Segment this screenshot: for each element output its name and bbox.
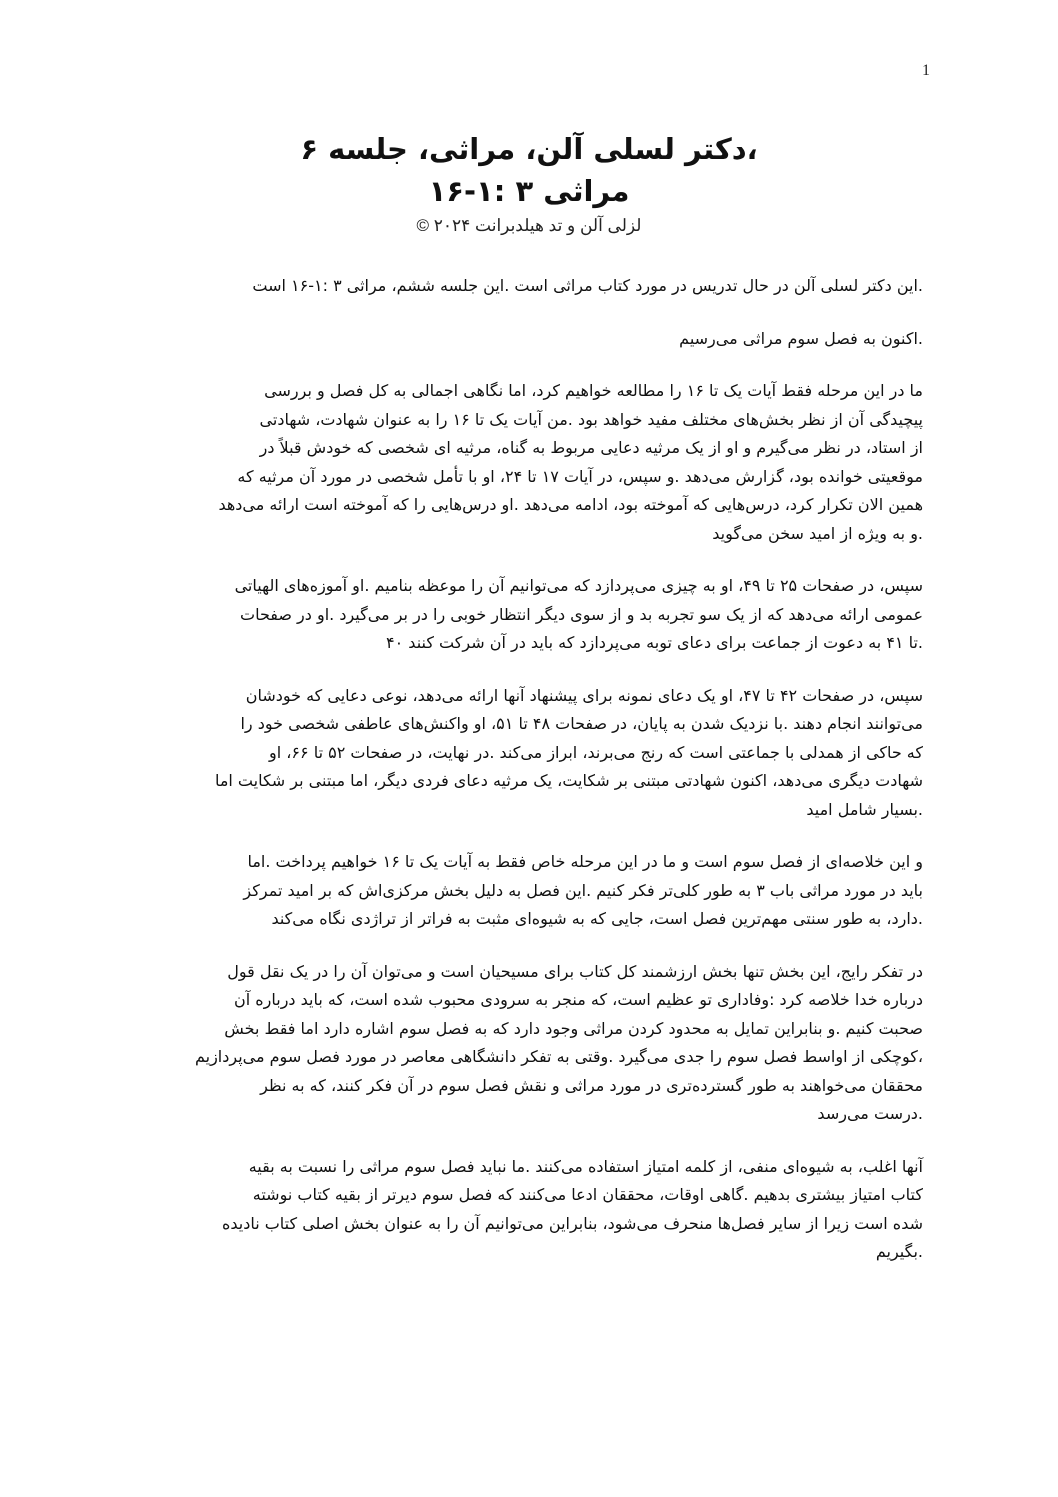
paragraph-line: ،کوچکی از اواسط فصل سوم را جدی می‌گیرد .وقتی به تفکر دانشگاهی معاصر در مورد فصل سوم می‌پردازیم [194, 1047, 923, 1066]
paragraph-line: صحبت کنیم .و بنابراین تمایل به محدود کردن مراثی وجود دارد که به فصل سوم اشاره دارد اما فقط بخش [224, 1018, 923, 1038]
paragraph-line: سپس، در صفحات ۴۲ تا ۴۷، او یک دعای نمونه برای پیشنهاد آنها ارائه می‌دهد، نوعی دعایی که خودشان [245, 685, 923, 705]
paragraph-line: باید در مورد مراثی باب ۳ به طور کلی‌تر فکر کنیم .این فصل به دلیل بخش مرکزی‌اش که بر امید تمرکز [243, 880, 923, 900]
paragraph-line: درباره خدا خلاصه کرد :وفاداری تو عظیم است، که منجر به سرودی محبوب شده است، که باید درباره آن [233, 990, 923, 1009]
title-block [0, 128, 1058, 240]
paragraph-line: .درست می‌رسد [817, 1104, 923, 1123]
paragraph-line: شهادت دیگری می‌دهد، اکنون شهادتی مبتنی بر شکایت، یک مرثیه دعای فردی دیگر، اما مبتنی بر شکایت اما [214, 771, 923, 790]
paragraph-line: .بسیار شامل امید [806, 799, 923, 819]
paragraph [128, 572, 923, 658]
paragraph-line: عمومی ارائه می‌دهد که از یک سو تجربه بد و از سوی دیگر انتظار خوبی را در بر می‌گیرد .او در صفحات [240, 604, 923, 624]
paragraph-line: .تا ۴۱ به دعوت از جماعت برای دعای توبه می‌پردازد که باید در آن شرکت کنند ۴۰ [386, 633, 923, 652]
paragraph-line: .بگیریم [875, 1242, 923, 1261]
paragraph-line: .دارد، به طور سنتی مهم‌ترین فصل است، جایی که به شیوه‌ای مثبت به فراتر از تراژدی نگاه می‌کند [271, 909, 923, 928]
paragraph-line: ما در این مرحله فقط آیات یک تا ۱۶ را مطالعه خواهیم کرد، اما نگاهی اجمالی به کل فصل و بررسی [264, 381, 923, 400]
paragraph [128, 325, 923, 354]
paragraph [128, 272, 923, 301]
paragraph-line: .اکنون به فصل سوم مراثی می‌رسیم [679, 328, 923, 348]
paragraph-line: آنها اغلب، به شیوه‌ای منفی، از کلمه امتیاز استفاده می‌کنند .ما نباید فصل سوم مراثی را نسبت به بقیه [248, 1156, 923, 1176]
paragraph-line: می‌توانند انجام دهند .با نزدیک شدن به پایان، در صفحات ۴۸ تا ۵۱، او واکنش‌های عاطفی شخصی خود را [240, 714, 923, 733]
paragraph [128, 1153, 923, 1267]
paragraph [128, 682, 923, 825]
page-number: 1 [922, 62, 930, 79]
document-body [128, 272, 923, 1291]
paragraph [128, 848, 923, 934]
paragraph-line: کتاب امتیاز بیشتری بدهیم .گاهی اوقات، محققان ادعا می‌کنند که فصل سوم دیرتر از بقیه کتاب نوشته [252, 1185, 923, 1204]
paragraph-line: موقعیتی خوانده بود، گزارش می‌دهد .و سپس، در آیات ۱۷ تا ۲۴، او با تأمل شخصی در مورد آن مرثیه که [237, 466, 923, 486]
paragraph-line: سپس، در صفحات ۲۵ تا ۴۹، او به چیزی می‌پردازد که می‌توانیم آن را موعظه بنامیم .او آموزه‌های الهیاتی [234, 576, 923, 595]
paragraph [128, 377, 923, 548]
paragraph-line: شده است زیرا از سایر فصل‌ها منحرف می‌شود، بنابراین می‌توانیم آن را به عنوان بخش اصلی کتاب نادیده [221, 1213, 923, 1233]
paragraph-line: و این خلاصه‌ای از فصل سوم است و ما در این مرحله خاص فقط به آیات یک تا ۱۶ خواهیم پرداخت .اما [247, 852, 923, 871]
paragraph-line: از استاد، در نظر می‌گیرم و او از یک مرثیه دعایی مربوط به گناه، مرثیه ای شخصی که خودش قبلاً در [259, 438, 923, 457]
paragraph [128, 958, 923, 1129]
paragraph-line: .و به ویژه از امید سخن می‌گوید [712, 523, 923, 543]
paragraph-line: محققان می‌خواهند به طور گسترده‌تری در مورد مراثی و نقش فصل سوم در آن فکر کنند، که به نظر [260, 1075, 923, 1095]
paragraph-line: که حاکی از همدلی با جماعتی است که رنج می‌برند، ابراز می‌کند .در نهایت، در صفحات ۵۲ تا ۶۶، او [269, 742, 923, 762]
document-subtitle: مراثی ۳ :۱-۱۶ [428, 174, 630, 208]
paragraph-line: پیچیدگی آن از نظر بخش‌های مختلف مفید خواهد بود .من آیات یک تا ۱۶ را به عنوان شهادت، شهادتی [259, 409, 923, 429]
paragraph-line: در تفکر رایج، این بخش تنها بخش ارزشمند کل کتاب برای مسیحیان است و می‌توان آن را در یک نقل قول [227, 961, 923, 981]
document-title: ،دکتر لسلی آلن، مراثی، جلسه ۶ [300, 132, 758, 166]
copyright-byline: لزلی آلن و تد هیلدبرانت ۲۰۲۴ © [416, 216, 642, 235]
paragraph-line: همین الان تکرار کرد، درس‌هایی که آموخته بود، ادامه می‌دهد .او درس‌هایی را که آموخته است ارائه می‌دهد [218, 495, 923, 514]
paragraph-line: .این دکتر لسلی آلن در حال تدریس در مورد کتاب مراثی است .این جلسه ششم، مراثی ۳ :۱-۱۶ است [252, 276, 923, 295]
